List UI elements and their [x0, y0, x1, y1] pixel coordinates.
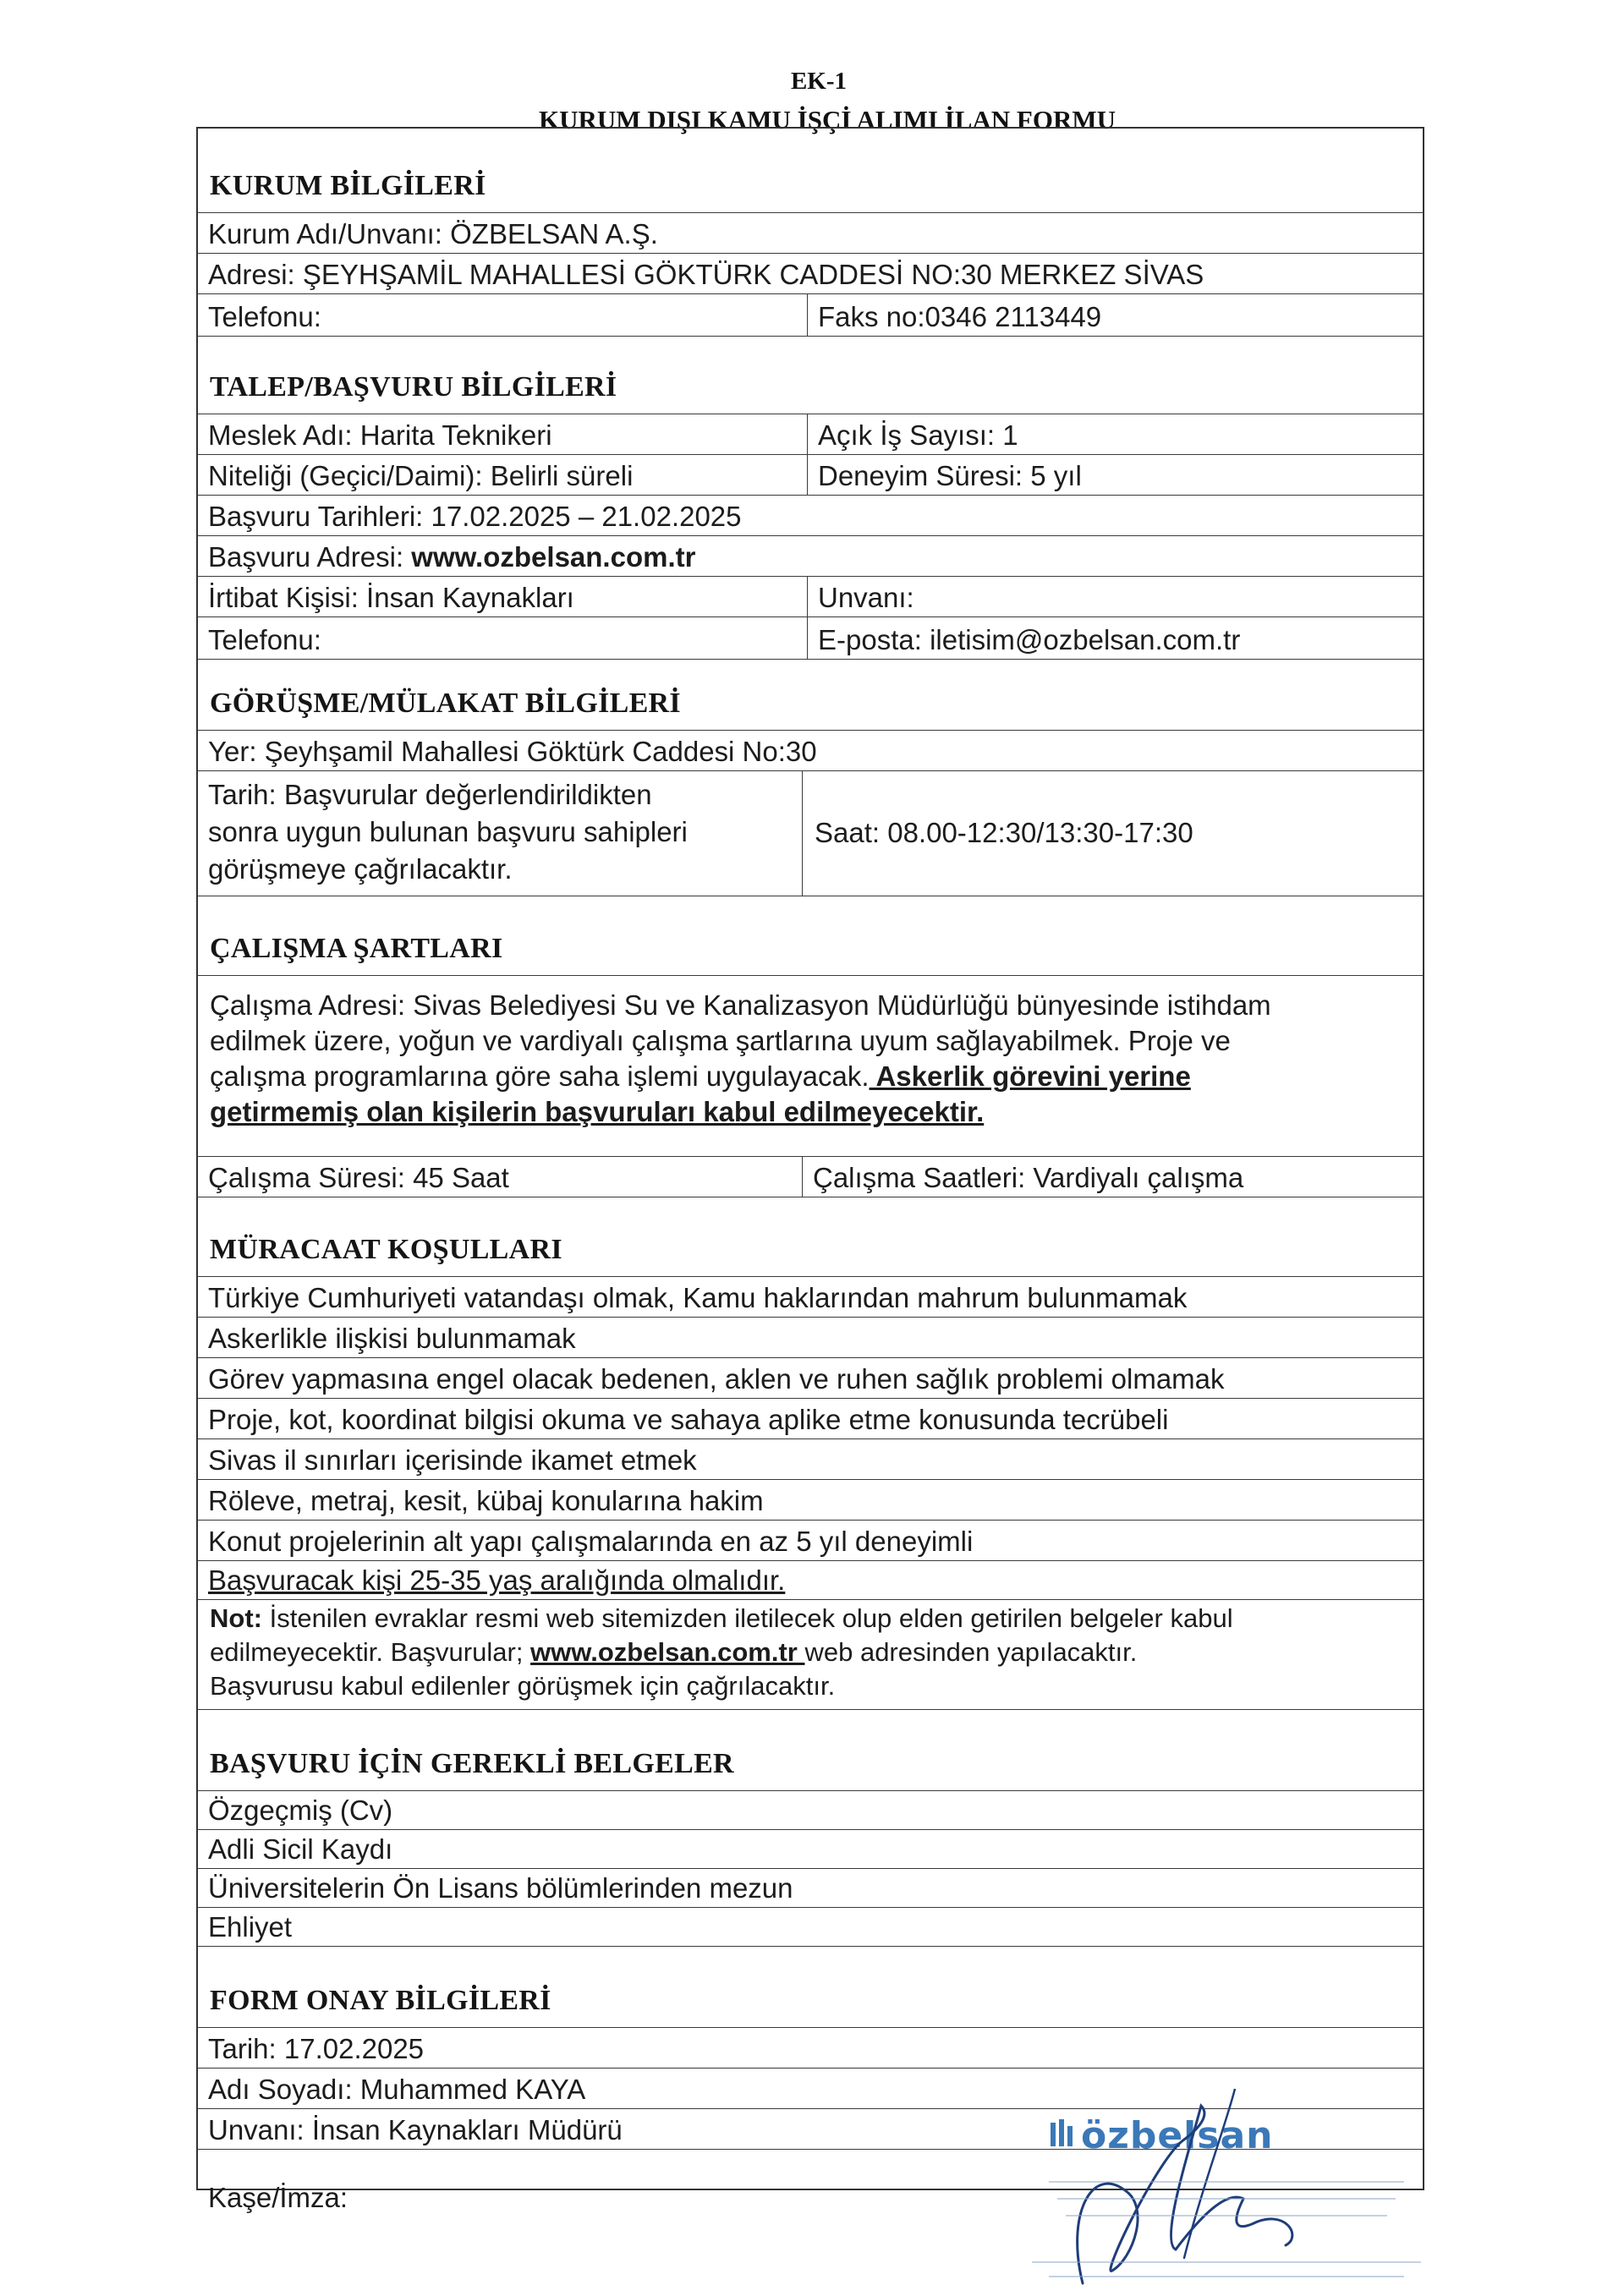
adres-row [198, 536, 1423, 577]
kosul-text: Askerlikle ilişkisi bulunmamak [208, 1322, 576, 1354]
section-calisma-header [198, 896, 1423, 976]
kase-imza-label: Kaşe/İmza: [208, 2182, 348, 2213]
kosul-item [198, 1277, 1423, 1318]
irtibat-row [198, 577, 1423, 617]
acik-is-sayisi: Açık İş Sayısı: 1 [818, 419, 1018, 451]
gorusme-yer-row [198, 731, 1423, 771]
note-url-link[interactable]: www.ozbelsan.com.tr [530, 1637, 805, 1667]
onay-adi-soyadi: Adı Soyadı: Muhammed KAYA [208, 2073, 586, 2105]
calisma-adresi-row [198, 976, 1423, 1157]
section-title-talep: TALEP/BAŞVURU BİLGİLERİ [210, 371, 617, 403]
basvuru-adresi-label: Başvuru Adresi: [208, 540, 412, 573]
note-line-3: Başvurusu kabul edilenler görüşmek için çağrılacaktır. [210, 1671, 836, 1701]
kosul-item [198, 1399, 1423, 1439]
section-title-kurum: KURUM BİLGİLERİ [210, 170, 486, 201]
tarihler-row [198, 496, 1423, 536]
belge-item [198, 1830, 1423, 1869]
onay-unvani: Unvanı: İnsan Kaynakları Müdürü [208, 2113, 623, 2145]
note-line-1: İstenilen evraklar resmi web sitemizden iletilecek olup elden getirilen belgeler kabul [261, 1603, 1233, 1633]
section-kurum-header [198, 129, 1423, 213]
calisma-line-3: çalışma programlarına göre saha işlemi uygulayacak. [210, 1060, 870, 1092]
note-label: Not: [210, 1603, 262, 1633]
kosul-text: Başvuracak kişi 25-35 yaş aralığında olmalıdır. [208, 1564, 786, 1596]
calisma-suresi: Çalışma Süresi: 45 Saat [208, 1161, 509, 1193]
meslek-row [198, 414, 1423, 455]
basvuru-tarihleri: Başvuru Tarihleri: 17.02.2025 – 21.02.2025 [208, 500, 742, 532]
kosul-text: Konut projelerinin alt yapı çalışmalarında en az 5 yıl deneyimli [208, 1525, 974, 1557]
section-onay-header [198, 1947, 1423, 2028]
askerlik-warning-1: Askerlik görevini yerine [869, 1060, 1191, 1092]
kurum-phone-row [198, 294, 1423, 337]
stamp-logo-text: özbelsan [1081, 2114, 1274, 2157]
kurum-address: Adresi: ŞEYHŞAMİL MAHALLESİ GÖKTÜRK CADDESİ NO:30 MERKEZ SİVAS [208, 258, 1204, 290]
irtibat-unvani: Unvanı: [818, 581, 914, 613]
kosul-text: Proje, kot, koordinat bilgisi okuma ve sahaya aplike etme konusunda tecrübeli [208, 1403, 1169, 1435]
gorusme-saat: Saat: 08.00-12:30/13:30-17:30 [815, 817, 1193, 848]
section-title-onay: FORM ONAY BİLGİLERİ [210, 1985, 551, 2016]
form-title: KURUM DIŞI KAMU İŞÇİ ALIMI İLAN FORMU [538, 105, 1116, 134]
annex-label: EK-1 [790, 68, 848, 95]
kosul-item [198, 1480, 1423, 1521]
irtibat-kisisi: İrtibat Kişisi: İnsan Kaynakları [208, 581, 574, 613]
section-title-belgeler: BAŞVURU İÇİN GEREKLİ BELGELER [210, 1748, 734, 1779]
kosul-text: Türkiye Cumhuriyeti vatandaşı olmak, Kamu haklarından mahrum bulunmamak [208, 1281, 1188, 1313]
section-gorusme-header [198, 660, 1423, 731]
calisma-line-2: edilmek üzere, yoğun ve vardiyalı çalışma şartlarına uyum sağlayabilmek. Proje ve [210, 1025, 1231, 1056]
kosul-item [198, 1521, 1423, 1561]
kurum-address-row [198, 254, 1423, 294]
irtibat-eposta[interactable]: E-posta: iletisim@ozbelsan.com.tr [818, 623, 1241, 655]
section-title-gorusme: GÖRÜŞME/MÜLAKAT BİLGİLERİ [210, 688, 681, 719]
kurum-phone: Telefonu: [208, 300, 321, 332]
kosul-text: Sivas il sınırları içerisinde ikamet etmek [208, 1444, 697, 1476]
askerlik-warning-2: getirmemiş olan kişilerin başvuruları kabul edilmeyecektir. [210, 1096, 985, 1127]
kurum-name: Kurum Adı/Unvanı: ÖZBELSAN A.Ş. [208, 217, 658, 249]
belge-item [198, 1908, 1423, 1947]
belge-item [198, 1869, 1423, 1908]
gorusme-tarih-line-3: görüşmeye çağrılacaktır. [208, 853, 513, 885]
basvuru-adresi-link[interactable]: www.ozbelsan.com.tr [411, 540, 696, 573]
calisma-line-1: Çalışma Adresi: Sivas Belediyesi Su ve Kanalizasyon Müdürlüğü bünyesinde istihdam [210, 989, 1271, 1021]
niteligi: Niteliği (Geçici/Daimi): Belirli süreli [208, 459, 634, 491]
belge-item [198, 1791, 1423, 1830]
gorusme-tarih-line-2: sonra uygun bulunan başvuru sahipleri [208, 816, 688, 847]
belge-text: Özgeçmiş (Cv) [208, 1794, 393, 1826]
gorusme-tarih-row [198, 771, 1423, 896]
irtibat-telefonu: Telefonu: [208, 623, 321, 655]
onay-tarih-row [198, 2028, 1423, 2069]
onay-tarih: Tarih: 17.02.2025 [208, 2032, 425, 2064]
kosul-item [198, 1561, 1423, 1600]
gorusme-tarih-line-1: Tarih: Başvurular değerlendirildikten [208, 779, 652, 810]
signature-icon [1032, 2089, 1421, 2292]
muracaat-note-row [198, 1600, 1423, 1710]
deneyim-suresi: Deneyim Süresi: 5 yıl [818, 459, 1082, 491]
irtibat-phone-row [198, 617, 1423, 660]
section-title-muracaat: MÜRACAAT KOŞULLARI [210, 1234, 562, 1265]
belge-text: Üniversitelerin Ön Lisans bölümlerinden mezun [208, 1871, 793, 1904]
kosul-item [198, 1358, 1423, 1399]
nitelik-row [198, 455, 1423, 496]
section-muracaat-header [198, 1197, 1423, 1277]
kosul-item [198, 1439, 1423, 1480]
company-stamp [1032, 2089, 1421, 2292]
gorusme-yer: Yer: Şeyhşamil Mahallesi Göktürk Caddesi No:30 [208, 735, 817, 767]
kosul-item [198, 1318, 1423, 1358]
note-line-2b: web adresinden yapılacaktır. [804, 1637, 1138, 1667]
kurum-fax: Faks no:0346 2113449 [818, 300, 1102, 332]
note-line-2a: edilmeyecektir. Başvurular; [210, 1637, 531, 1667]
meslek-adi: Meslek Adı: Harita Teknikeri [208, 419, 552, 451]
kosul-text: Röleve, metraj, kesit, kübaj konularına hakim [208, 1484, 764, 1516]
section-talep-header [198, 337, 1423, 414]
belge-text: Ehliyet [208, 1910, 293, 1943]
announcement-form [196, 127, 1424, 2213]
section-belgeler-header [198, 1710, 1423, 1791]
calisma-sure-row [198, 1157, 1423, 1197]
calisma-saatleri: Çalışma Saatleri: Vardiyalı çalışma [813, 1161, 1244, 1193]
section-title-calisma: ÇALIŞMA ŞARTLARI [210, 933, 503, 964]
kurum-name-row [198, 213, 1423, 254]
kosul-text: Görev yapmasına engel olacak bedenen, aklen ve ruhen sağlık problemi olmamak [208, 1362, 1225, 1395]
belge-text: Adli Sicil Kaydı [208, 1833, 393, 1865]
